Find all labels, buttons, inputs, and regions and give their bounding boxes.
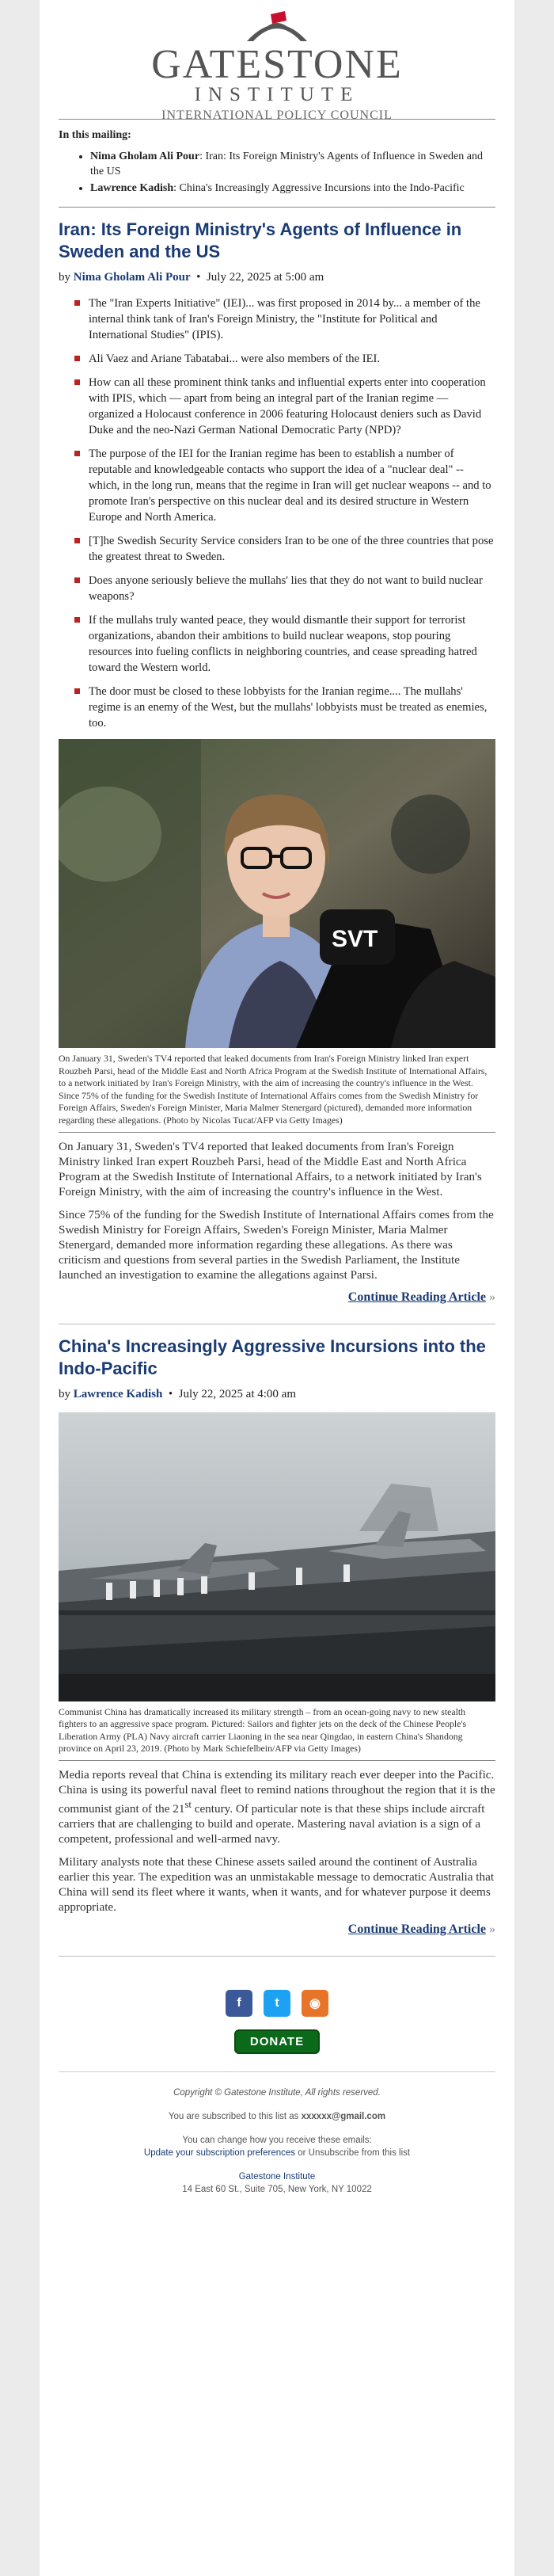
key-point: How can all these prominent think tanks and influential experts enter into cooperation with IPIS, which — apart from being an integral part of the Iranian regime — organized a Holocaust conference in 2006 featuring Holocaust deniers such as David Duke and the neo-Nazi German National Democratic Party (NPD)?	[89, 375, 495, 438]
toc-author: Nima Gholam Ali Pour	[90, 151, 200, 162]
logo-tagline: INTERNATIONAL POLICY COUNCIL	[161, 109, 393, 122]
paragraph-text: century. Of particular note is that these ships include aircraft carriers that are challenging to build and operate. Mastering naval aviation is a sign of a competent, professional and well-armed navy.	[59, 1802, 485, 1846]
continue-reading-link[interactable]: Continue Reading Article	[347, 1290, 486, 1304]
key-point: If the mullahs truly wanted peace, they would dismantle their support for terrorist organizations, abandon their ambitions to build nuclear weapons, stop pouring resources into fueling conflicts in neighboring countries, and cease spreading hatred toward the Western world.	[89, 612, 495, 676]
raquo-icon: »	[489, 1290, 495, 1304]
logo-name: GATESTONE	[151, 42, 403, 87]
subscriber-email: xxxxxx@gmail.com	[301, 2112, 386, 2121]
article-date: July 22, 2025 at 4:00 am	[178, 1387, 296, 1400]
photo-caption: Communist China has dramatically increased its military strength – from an ocean-going navy to new stealth fighters to an aggressive space program. Pictured: Sailors and fighter jets on the deck of the Chinese People's Liberation Army (PLA) Navy aircraft carrier Liaoning in the sea near Qingdao, in eastern China's Shandong province on April 23, 2019. (Photo by Mark Schiefelbein/AFP via Getty Images)	[59, 1706, 495, 1761]
toc-title: : China's Increasingly Aggressive Incursions into the Indo-Pacific	[173, 182, 465, 194]
article-title[interactable]: Iran: Its Foreign Ministry's Agents of Influence in Sweden and the US	[59, 219, 462, 261]
article-body	[59, 1767, 495, 1915]
byline	[59, 1388, 495, 1401]
author-link[interactable]: Nima Gholam Ali Pour	[73, 271, 191, 284]
continue-reading	[59, 1290, 495, 1305]
unsubscribe-text[interactable]: or Unsubscribe from this list	[295, 2148, 411, 2158]
footer-text	[40, 2086, 514, 2196]
divider	[59, 2071, 495, 2072]
byline-by: by	[59, 271, 70, 284]
key-point: Does anyone seriously believe the mullahs' lies that they do not want to build nuclear weapons?	[89, 573, 495, 604]
copyright: Copyright © Gatestone Institute, All rights reserved.	[173, 2088, 381, 2098]
byline	[59, 271, 495, 284]
preferences-line	[40, 2147, 514, 2159]
key-point: The door must be closed to these lobbyists for the Iranian regime.... The mullahs' regime is an enemy of the West, but the mullahs' lobbyists must be treated as enemies, too.	[89, 684, 495, 731]
byline-sep: •	[165, 1387, 179, 1400]
key-point: The purpose of the IEI for the Iranian regime has been to establish a number of reputable and knowledgeable contacts who support the idea of a "nuclear deal" -- which, in the long run, means that the regime in Iran will get nuclear weapons -- and to promote Iran's perspective on this nuclear deal and its desired structure in Western Europe and North America.	[89, 446, 495, 525]
divider	[59, 1956, 495, 1957]
raquo-icon: »	[489, 1922, 495, 1936]
key-point: Ali Vaez and Ariane Tabatabai... were also members of the IEI.	[89, 351, 495, 367]
article-paragraph: On January 31, Sweden's TV4 reported that leaked documents from Iran's Foreign Ministry linked Iran expert Rouzbeh Parsi, head of the Middle East and North Africa Program at the Swedish Institute of International Affairs, to a network initiated by Iran's Foreign Ministry, with the aim of increasing the country's influence in the West.	[59, 1139, 482, 1198]
article-iran	[40, 219, 514, 1324]
social-links	[40, 1990, 514, 2017]
mic-flag-text: SVT	[332, 926, 378, 952]
toc-item[interactable]	[90, 181, 495, 196]
org-name	[40, 2170, 514, 2183]
toc-item[interactable]	[90, 149, 495, 179]
article-paragraph	[59, 1767, 495, 1846]
email-container	[40, 0, 514, 2576]
key-points-list	[59, 295, 495, 731]
toc-title: : Iran: Its Foreign Ministry's Agents of Influence in Sweden and the US	[90, 151, 483, 177]
article-body	[59, 1139, 495, 1282]
author-link[interactable]: Lawrence Kadish	[73, 1387, 163, 1400]
byline-by: by	[59, 1387, 70, 1400]
article-photo-minister[interactable]	[59, 739, 495, 1048]
org-link[interactable]: Gatestone Institute	[238, 2172, 316, 2182]
logo-institute: INSTITUTE	[194, 84, 360, 105]
paragraph-text: Media reports reveal that China is extending its military reach ever deeper into the Pacific. China is using its powerful naval fleet to remind nations throughout the region that it is the communist giant of the 21	[59, 1767, 495, 1816]
donate-button[interactable]: DONATE	[234, 2029, 320, 2054]
update-preferences-link[interactable]: Update your subscription preferences	[143, 2148, 296, 2158]
capitol-dome-icon	[239, 11, 315, 43]
article-paragraph: Since 75% of the funding for the Swedish Institute of International Affairs comes from the Swedish Ministry for Foreign Affairs, Sweden's Foreign Minister, Maria Malmer Stenergard, demanded more information regarding these allegations. As there was criticism and questions from several parties in the Swedish Parliament, the Institute launched an investigation to examine the allegations against Parsi.	[59, 1207, 494, 1282]
continue-reading-link[interactable]: Continue Reading Article	[347, 1922, 486, 1936]
photo-caption: On January 31, Sweden's TV4 reported that leaked documents from Iran's Foreign Ministry linked Iran expert Rouzbeh Parsi, head of the Middle East and North Africa Program at the Swedish Institute of International Affairs, to a network initiated by Iran's Foreign Ministry, with the aim of increasing the country's influence in the West. Since 75% of the funding for the Swedish Institute of International Affairs comes from the Swedish Ministry for Foreign Affairs, Sweden's Foreign Minister, Maria Malmer Stenergard (pictured), demanded more information regarding these allegations. (Photo by Nicolas Tucat/AFP via Getty Images)	[59, 1053, 495, 1133]
ordinal-suffix: st	[184, 1798, 192, 1810]
twitter-icon[interactable]: t	[264, 1990, 290, 2017]
key-point: [T]he Swedish Security Service considers Iran to be one of the three countries that pose the greatest threat to Sweden.	[89, 533, 495, 565]
continue-reading	[59, 1922, 495, 1937]
facebook-icon[interactable]: f	[226, 1990, 252, 2017]
key-point: The "Iran Experts Initiative" (IEI)... was first proposed in 2014 by... a member of the internal think tank of Iran's Foreign Ministry, the "Institute for Political and International Studies" (IPIS).	[89, 295, 495, 343]
article-date: July 22, 2025 at 5:00 am	[206, 271, 324, 284]
mailing-toc	[40, 120, 514, 207]
article-paragraph: Military analysts note that these Chinese assets sailed around the continent of Australia earlier this year. The expedition was an unmistakable message to democratic Australia that China will send its fleet where it wants, when it wants, and for whatever purpose it deems appropriate.	[59, 1855, 495, 1914]
subscription-line	[40, 2110, 514, 2123]
divider	[59, 207, 495, 208]
logo[interactable]	[40, 0, 514, 122]
rss-icon[interactable]: ◉	[302, 1990, 328, 2017]
org-address: 14 East 60 St., Suite 705, New York, NY 10022	[182, 2185, 372, 2194]
byline-sep: •	[193, 271, 207, 284]
article-china	[40, 1336, 514, 1957]
mailing-heading: In this mailing:	[59, 129, 131, 141]
toc-author: Lawrence Kadish	[90, 182, 174, 194]
footer	[40, 1990, 514, 2196]
article-photo-carrier[interactable]	[59, 1412, 495, 1701]
article-title[interactable]: China's Increasingly Aggressive Incursions into the Indo-Pacific	[59, 1336, 486, 1378]
change-line: You can change how you receive these emails:	[182, 2136, 372, 2145]
subscribed-text: You are subscribed to this list as	[168, 2112, 302, 2121]
